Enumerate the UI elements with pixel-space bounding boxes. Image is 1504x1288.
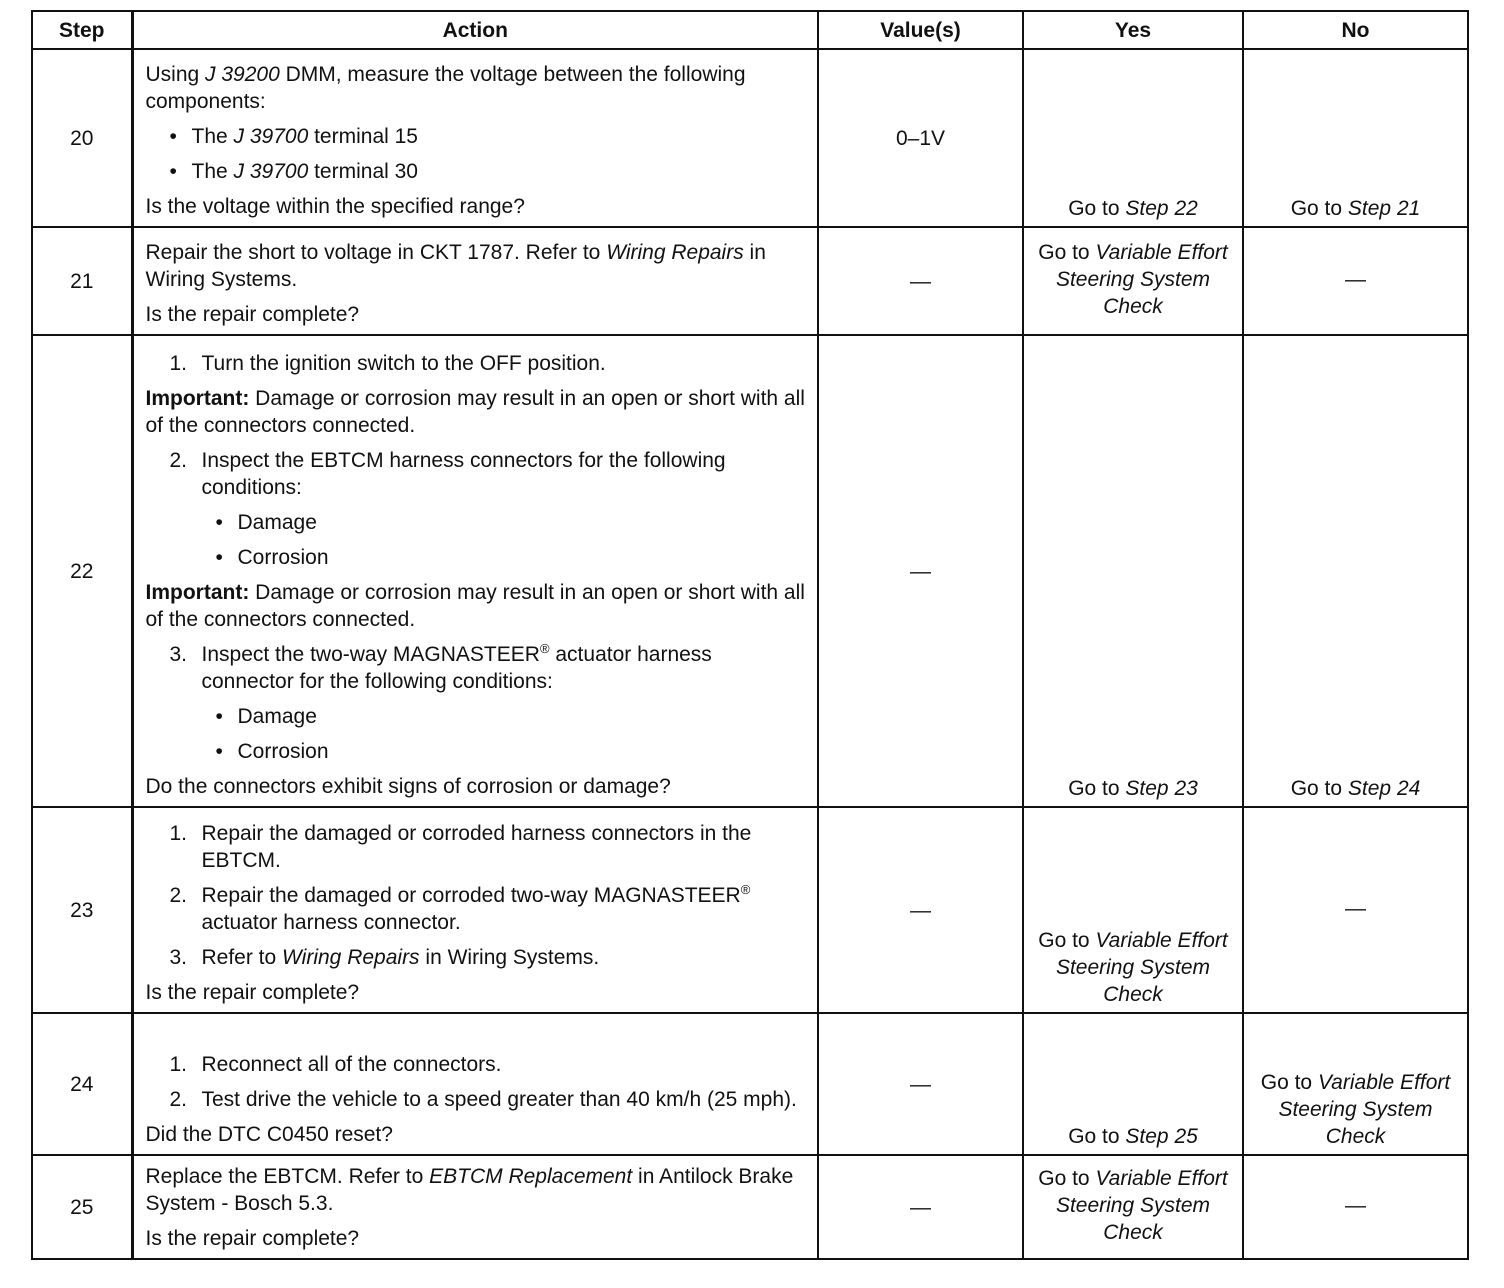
- no-cell: —: [1243, 807, 1468, 1013]
- header-step: Step: [32, 11, 132, 49]
- registered-mark: ®: [539, 641, 550, 656]
- no-cell: —: [1243, 227, 1468, 335]
- bullet-icon: •: [215, 511, 223, 534]
- header-yes: Yes: [1023, 11, 1243, 49]
- yes-cell: Go to Variable Effort Steering System Check: [1023, 1155, 1243, 1259]
- no-cell: Go to Step 24: [1243, 335, 1468, 807]
- question: Is the repair complete?: [145, 981, 360, 1004]
- value-cell: 0–1V: [818, 49, 1023, 227]
- step-number: 23: [32, 807, 132, 1013]
- question: Did the DTC C0450 reset?: [145, 1123, 393, 1146]
- bullet-icon: •: [169, 160, 177, 183]
- doc-ref: Wiring Repairs: [282, 946, 420, 969]
- question: Is the repair complete?: [145, 1227, 360, 1250]
- doc-ref: EBTCM Replacement: [429, 1165, 633, 1188]
- bullet-icon: •: [169, 125, 177, 148]
- step-number: 20: [32, 49, 132, 227]
- step-link[interactable]: Step 23: [1125, 777, 1198, 800]
- step-number: 22: [32, 335, 132, 807]
- action-cell: Replace the EBTCM. Refer to EBTCM Replacement in Antilock Brake System - Bosch 5.3. Is the repair complete?: [132, 1155, 818, 1259]
- table-row-21: [32, 227, 1468, 335]
- table-row-24: [32, 1013, 1468, 1155]
- tool-ref: J 39700: [233, 160, 309, 183]
- header-action: Action: [132, 11, 818, 49]
- yes-cell: Go to Step 25: [1023, 1013, 1243, 1155]
- action-cell: Repair the short to voltage in CKT 1787. Refer to Wiring Repairs in Wiring Systems. Is the repair complete?: [132, 227, 818, 335]
- step-number: 24: [32, 1013, 132, 1155]
- table-row-22: [32, 335, 1468, 807]
- action-cell: 1. Repair the damaged or corroded harness connectors in the EBTCM. 2. Repair the damaged or corroded two-way MAGNASTEER® actuator harness connector. 3. Refer to Wiring Repairs in Wiring Systems. Is the repair complete?: [132, 807, 818, 1013]
- yes-cell: Go to Step 22: [1023, 49, 1243, 227]
- question: Is the repair complete?: [145, 303, 360, 326]
- header-values: Value(s): [818, 11, 1023, 49]
- diagnostic-table: [31, 10, 1469, 1260]
- tool-ref: J 39700: [233, 125, 309, 148]
- yes-cell: Go to Step 23: [1023, 335, 1243, 807]
- ves-check-link[interactable]: Variable Effort Steering System Check: [1055, 1166, 1228, 1244]
- doc-ref: Wiring Repairs: [606, 241, 744, 264]
- no-cell: Go to Step 21: [1243, 49, 1468, 227]
- bullet-icon: •: [215, 740, 223, 763]
- value-cell: —: [818, 807, 1023, 1013]
- value-cell: —: [818, 335, 1023, 807]
- question: Is the voltage within the specified range?: [145, 195, 525, 218]
- step-link[interactable]: Step 21: [1347, 197, 1421, 220]
- action-cell: 1. Turn the ignition switch to the OFF position. Important: Damage or corrosion may result in an open or short with all of the connectors connected. 2. Inspect the EBTCM harness connectors for the following conditions: • Damage • Corrosion Important: Damage or corrosion may result in an open or short with all of the connectors connected. 3. Inspect the two-way MAGNASTEER® actuator harness connector for the following conditions: • Damage • Corrosion Do the connectors exhibit signs of corrosion or damage?: [132, 335, 818, 807]
- step-number: 21: [32, 227, 132, 335]
- table-row-23: [32, 807, 1468, 1013]
- no-cell: —: [1243, 1155, 1468, 1259]
- important-label: Important:: [145, 581, 250, 604]
- yes-cell: Go to Variable Effort Steering System Check: [1023, 227, 1243, 335]
- action-cell: 1. Reconnect all of the connectors. 2. Test drive the vehicle to a speed greater than 40 km/h (25 mph). Did the DTC C0450 reset?: [132, 1013, 818, 1155]
- bullet-icon: •: [215, 546, 223, 569]
- no-cell: Go to Variable Effort Steering System Check: [1243, 1013, 1468, 1155]
- action-cell: Using J 39200 DMM, measure the voltage between the following components: • The J 39700 terminal 15 • The J 39700 terminal 30 Is the voltage within the specified range?: [132, 49, 818, 227]
- table-row-25: [32, 1155, 1468, 1259]
- ves-check-link[interactable]: Variable Effort Steering System Check: [1055, 929, 1228, 1006]
- value-cell: —: [818, 1155, 1023, 1259]
- header-no: No: [1243, 11, 1468, 49]
- step-number: 25: [32, 1155, 132, 1259]
- step-link[interactable]: Step 22: [1125, 197, 1198, 220]
- ves-check-link[interactable]: Variable Effort Steering System Check: [1055, 240, 1228, 318]
- bullet-icon: •: [215, 705, 223, 728]
- value-cell: —: [818, 227, 1023, 335]
- header-row: [32, 11, 1468, 49]
- table-row-20: [32, 49, 1468, 227]
- value-cell: —: [818, 1013, 1023, 1155]
- question: Do the connectors exhibit signs of corrosion or damage?: [145, 775, 671, 798]
- important-label: Important:: [145, 387, 250, 410]
- step-link[interactable]: Step 25: [1125, 1125, 1198, 1148]
- yes-cell: Go to Variable Effort Steering System Check: [1023, 807, 1243, 1013]
- step-link[interactable]: Step 24: [1347, 777, 1421, 800]
- ves-check-link[interactable]: Variable Effort Steering System Check: [1278, 1071, 1451, 1148]
- tool-ref: J 39200: [205, 63, 280, 86]
- registered-mark: ®: [740, 882, 751, 897]
